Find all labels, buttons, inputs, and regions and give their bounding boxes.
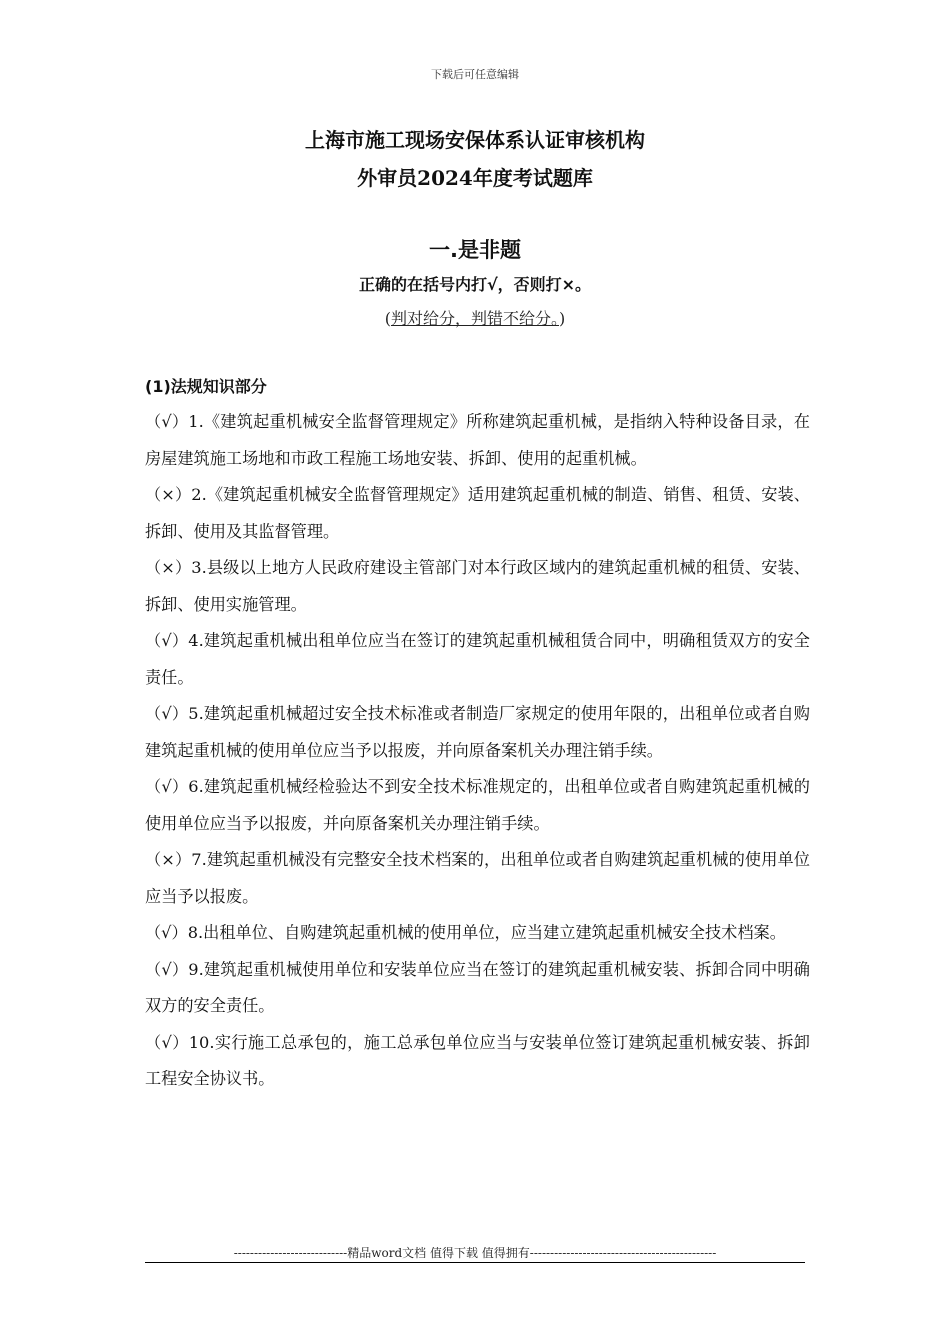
question-item: （√）10.实行施工总承包的，施工总承包单位应当与安装单位签订建筑起重机械安装、拆卸工程安全协议书。 <box>145 1032 810 1088</box>
page-title-line-1: 上海市施工现场安保体系认证审核机构 <box>305 128 645 152</box>
scoring-note-text: 判对给分，判错不给分。 <box>390 309 559 328</box>
page-title-line-2: 外审员2024年度考试题库 <box>357 166 593 190</box>
question-item: （√）6.建筑起重机械经检验达不到安全技术标准规定的，出租单位或者自购建筑起重机械的使用单位应当予以报废，并向原备案机关办理注销手续。 <box>145 777 810 833</box>
question-item: （×）2.《建筑起重机械安全监督管理规定》适用建筑起重机械的制造、销售、租赁、安装、拆卸、使用及其监督管理。 <box>145 485 810 541</box>
scoring-note <box>0 306 950 329</box>
question-item: （×）7.建筑起重机械没有完整安全技术档案的，出租单位或者自购建筑起重机械的使用单位应当予以报废。 <box>145 850 810 906</box>
header-note: 下载后可任意编辑 <box>431 68 519 81</box>
question-list <box>145 404 810 1098</box>
question-item: （√）8.出租单位、自购建筑起重机械的使用单位，应当建立建筑起重机械安全技术档案。 <box>145 923 786 942</box>
question-item: （√）9.建筑起重机械使用单位和安装单位应当在签订的建筑起重机械安装、拆卸合同中明确双方的安全责任。 <box>145 959 810 1015</box>
question-item: （×）3.县级以上地方人民政府建设主管部门对本行政区域内的建筑起重机械的租赁、安装、拆卸、使用实施管理。 <box>145 558 810 614</box>
question-item: （√）4.建筑起重机械出租单位应当在签订的建筑起重机械租赁合同中，明确租赁双方的安全责任。 <box>145 631 810 687</box>
footer-text: ----------------------------精品word文档 值得下载 值得拥有---------------------------------------------- <box>233 1246 717 1260</box>
section-heading: 一.是非题 <box>429 238 521 262</box>
section-instruction: 正确的在括号内打√，否则打×。 <box>358 275 592 294</box>
question-item: （√）5.建筑起重机械超过安全技术标准或者制造厂家规定的使用年限的，出租单位或者自购建筑起重机械的使用单位应当予以报废，并向原备案机关办理注销手续。 <box>145 704 810 760</box>
footer-divider <box>145 1262 805 1263</box>
scoring-open-paren: ( <box>384 309 391 328</box>
scoring-close-paren: ) <box>559 309 566 328</box>
question-item: （√）1.《建筑起重机械安全监督管理规定》所称建筑起重机械，是指纳入特种设备目录，在房屋建筑施工场地和市政工程施工场地安装、拆卸、使用的起重机械。 <box>145 412 810 468</box>
part-heading: (1)法规知识部分 <box>145 377 267 396</box>
